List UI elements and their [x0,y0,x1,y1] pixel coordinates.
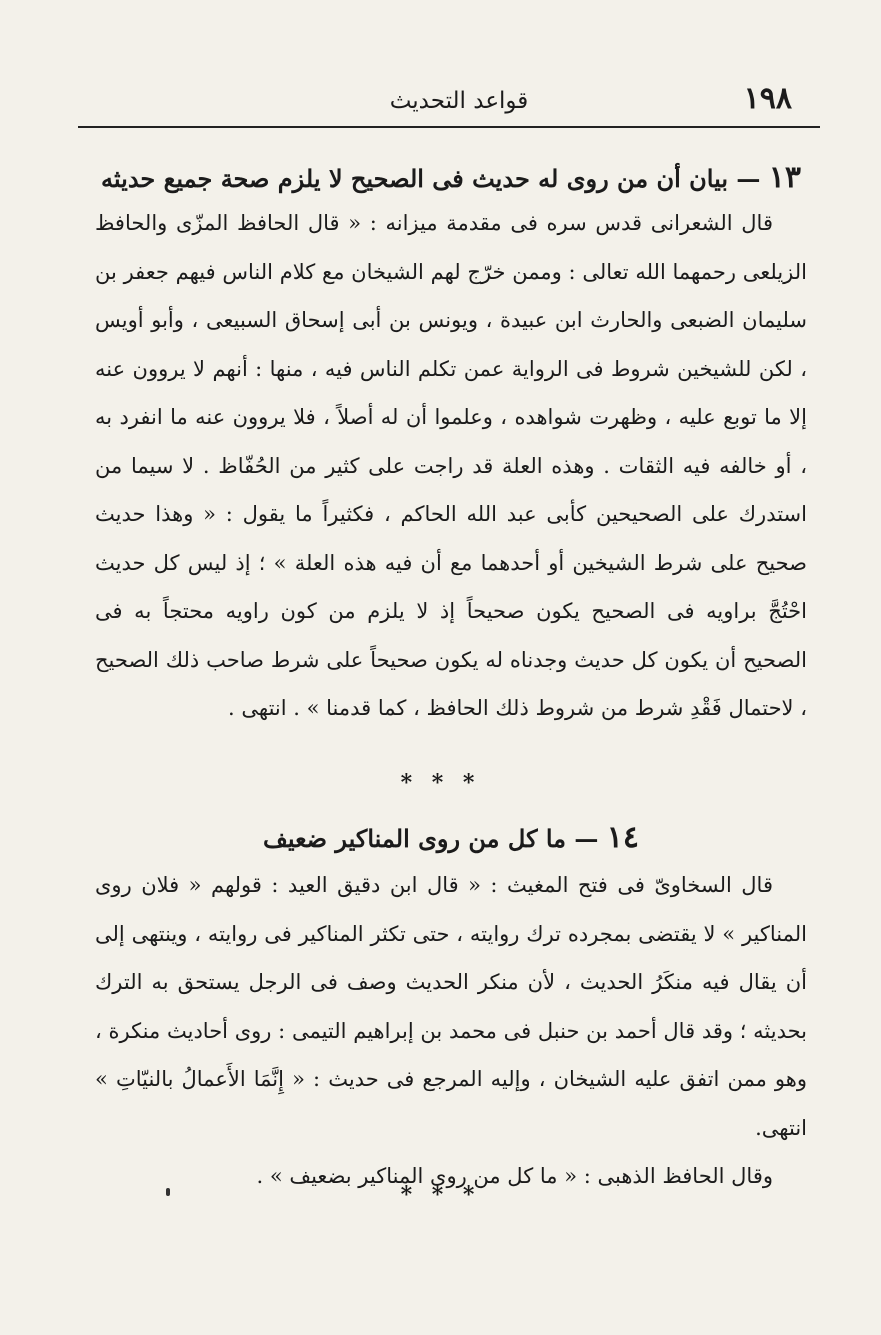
separator-2: * * * [400,1182,481,1208]
section-14-heading: ١٤ — ما كل من روى المناكير ضعيف [263,820,639,855]
separator-1: * * * [400,770,481,796]
header-rule [78,126,820,128]
section-13-title: بيان أن من روى له حديث فى الصحيح لا يلزم صحة جميع حديثه [101,164,728,193]
section-13 [95,160,807,733]
page-header [78,81,820,126]
section-13-heading: ١٣ — بيان أن من روى له حديث فى الصحيح لا يلزم صحة جميع حديثه [101,160,801,195]
section-13-number: ١٣ [768,160,801,195]
section-14-paragraph-1: قال السخاوىّ فى فتح المغيث : « قال ابن دقيق العيد : قولهم « فلان روى المناكير » لا يقتضى بمجرده ترك روايته ، حتى تكثر المناكير فى روايته ، وينتهى إلى أن يقال فيه منكَرُ الحديث ، لأن منكر الحديث وصف فى الرجل يستحق به الترك بحديثه ؛ وقد قال أحمد بن حنبل فى محمد بن إبراهيم التيمى : روى أحاديث منكرة ، وهو ممن اتفق عليه الشيخان ، وإليه المرجع فى حديث : « إِنَّمَا الأَعمالُ بالنيّاتِ » انتهى. [95,873,807,1140]
section-14 [95,820,807,1201]
page-number: ١٩٨ [743,81,792,116]
section-13-paragraph: قال الشعرانى قدس سره فى مقدمة ميزانه : « قال الحافظ المزّى والحافظ الزيلعى رحمهما الله تعالى : وممن خرّج لهم الشيخان مع كلام الناس فيهم جعفر بن سليمان الضبعى والحارث ابن عبيدة ، ويونس بن أبى إسحاق السبيعى ، وأبو أويس ، لكن للشيخين شروط فى الرواية عمن تكلم الناس فيه ، منها : أنهم لا يروون عنه إلا ما توبع عليه ، وظهرت شواهده ، وعلموا أن له أصلاً ، فلا يروون عنه ما انفرد به ، أو خالفه فيه الثقات . وهذه العلة قد راجت على كثير من الحُفّاظ . لا سيما من استدرك على الصحيحين كأبى عبد الله الحاكم ، فكثيراً ما يقول : « وهذا حديث صحيح على شرط الشيخين أو أحدهما مع أن فيه هذه العلة » ؛ إذ ليس كل حديث احْتُجَّ براويه فى الصحيح يكون صحيحاً إذ لا يلزم من كون راويه محتجاً به فى الصحيح أن يكون كل حديث وجدناه له يكون صحيحاً على شرط صاحب ذلك الصحيح ، لاحتمال فَقْدِ شرط من شروط ذلك الحافظ ، كما قدمنا » . انتهى . [95,211,807,720]
section-14-paragraph-2: وقال الحافظ الذهبى : « ما كل من روى المناكير بضعيف » . [256,1164,773,1188]
section-14-title: ما كل من روى المناكير ضعيف [263,824,567,853]
running-title: قواعد التحديث [389,88,529,114]
section-14-number: ١٤ [606,820,639,855]
ink-speck [166,1188,170,1196]
